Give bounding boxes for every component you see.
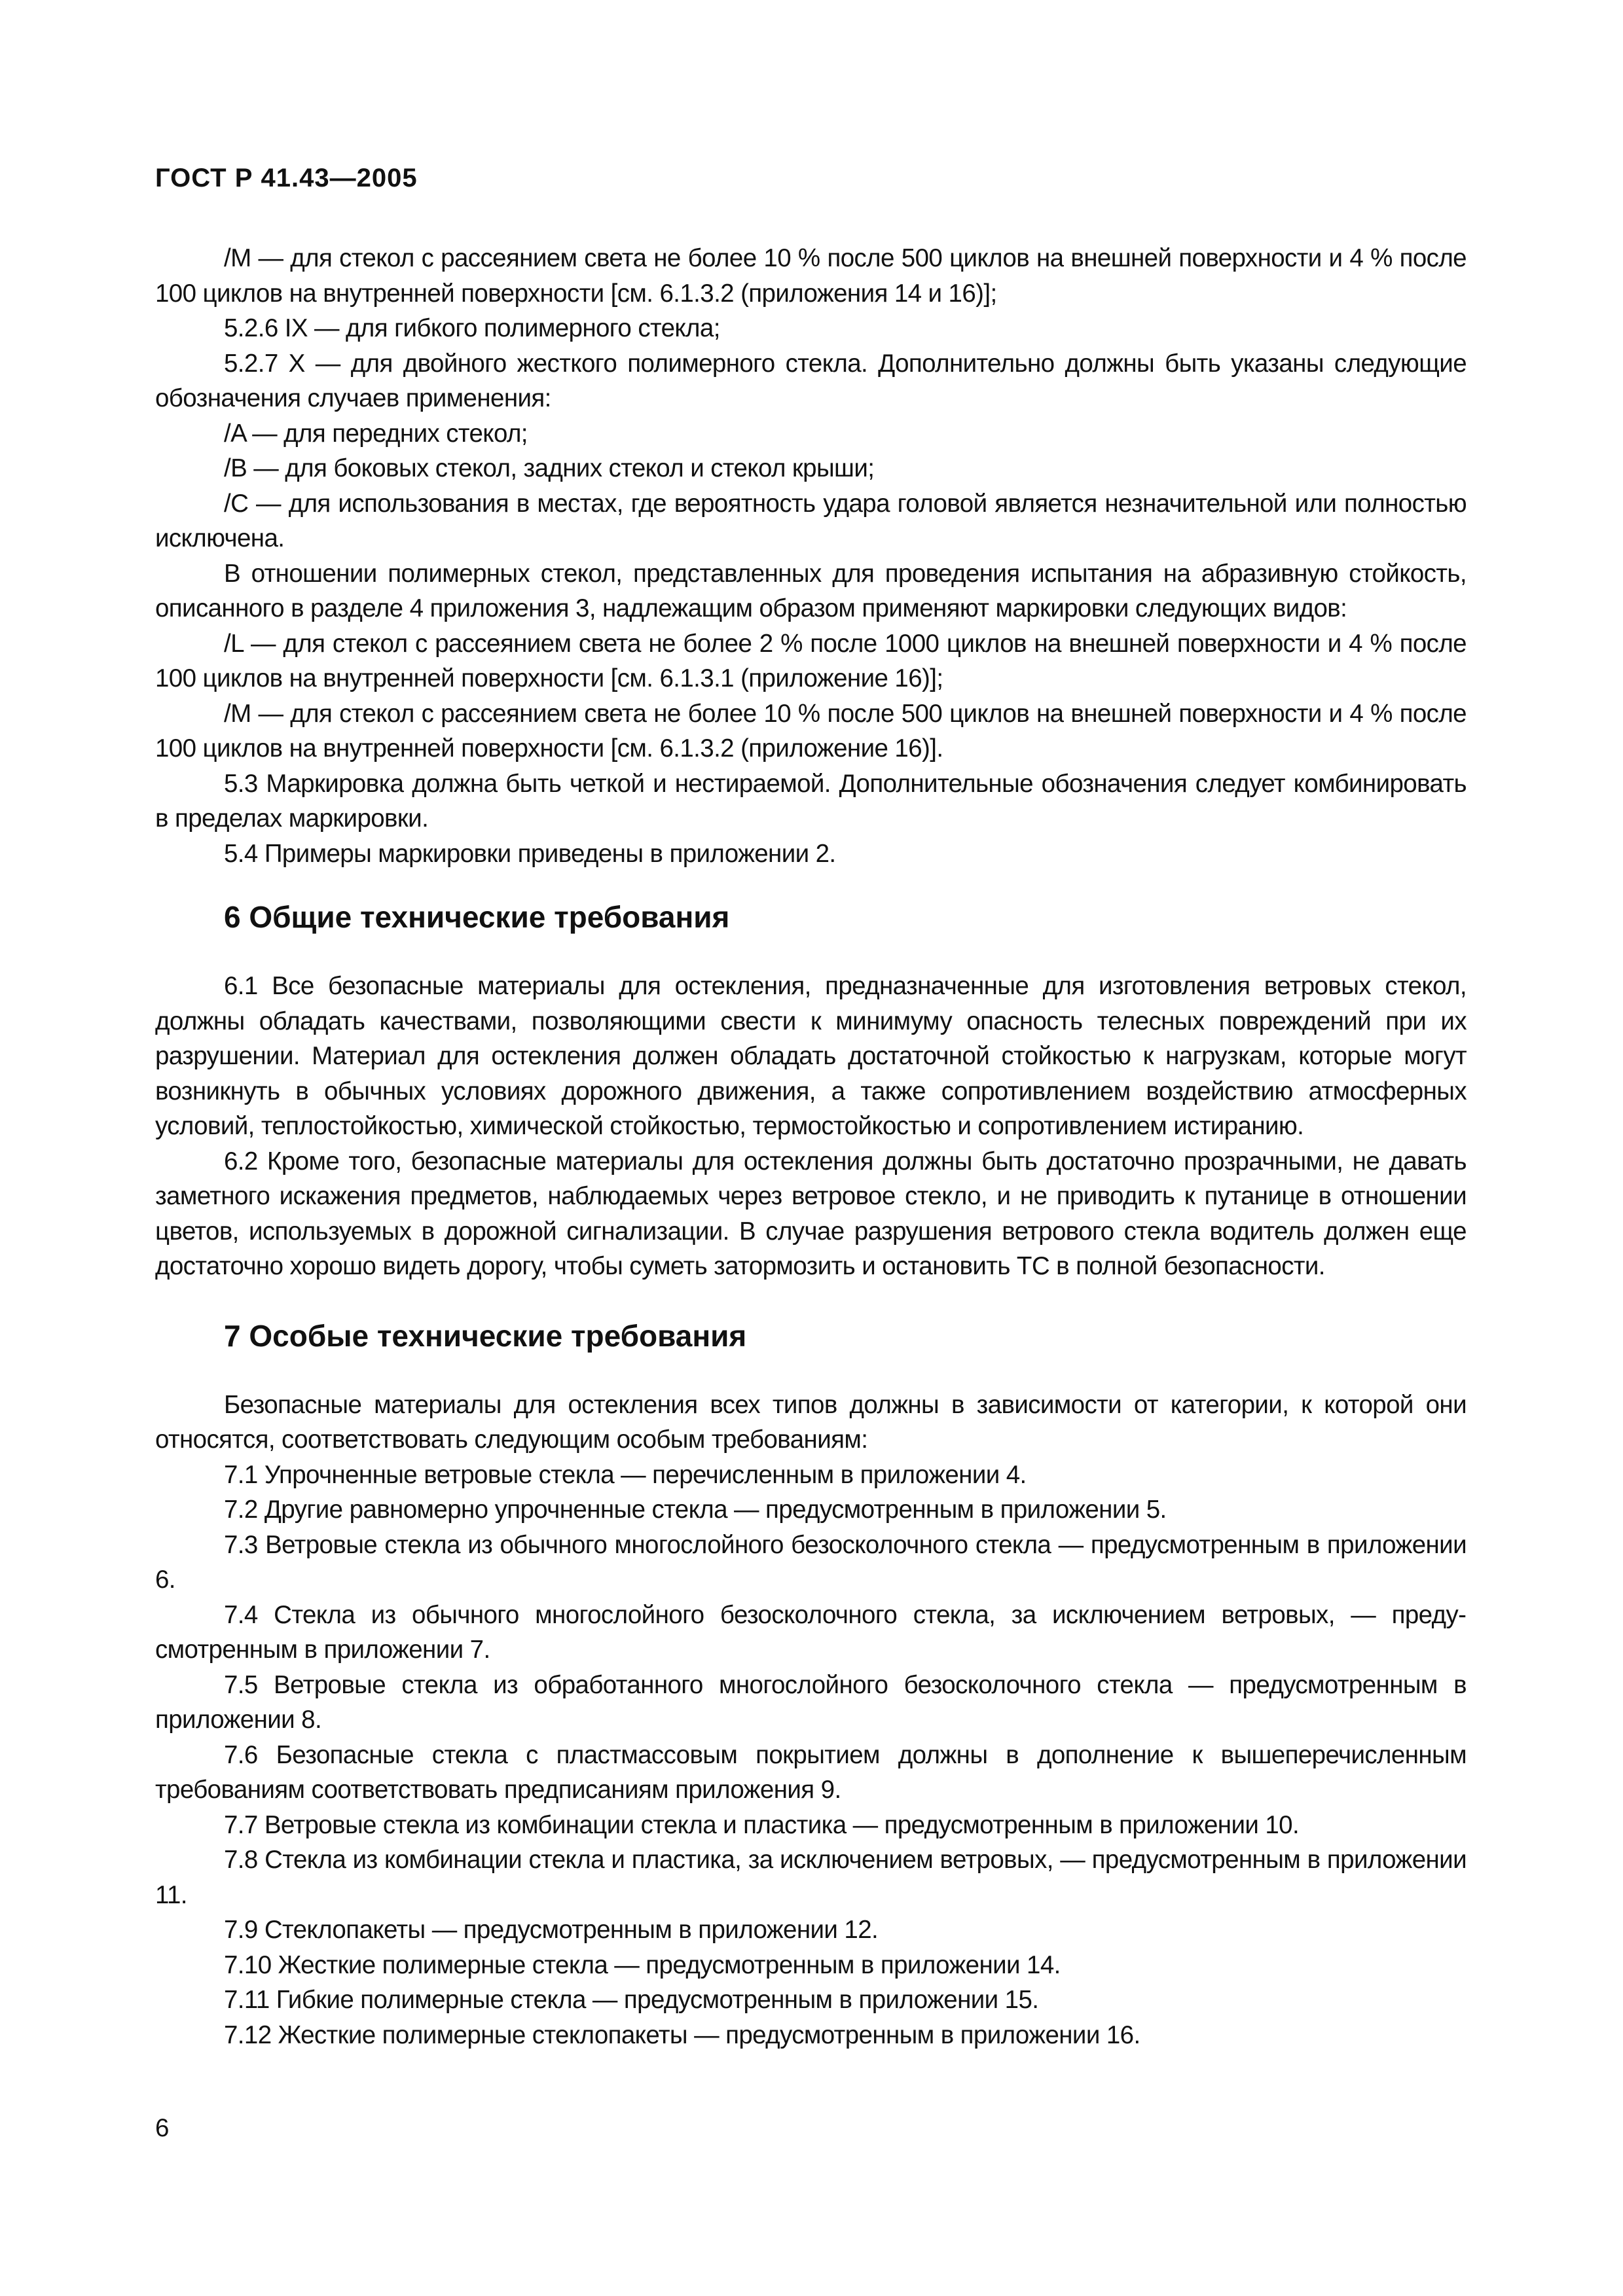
paragraph: 7.5 Ветровые стекла из обработанного многослойного безосколочного стекла — предусмотренным в приложении 8. bbox=[155, 1670, 1467, 1734]
paragraph: /C — для использования в местах, где вероятность удара головой является незначительной или полностью исключена. bbox=[155, 489, 1467, 552]
paragraph: 5.2.6 IX — для гибкого полимерного стекла; bbox=[224, 314, 720, 342]
paragraph: В отношении полимерных стекол, представленных для проведения испытания на абразивную стойкость, описанного в разделе 4 приложения 3, надлежащим образом применяют маркировки следующих видов: bbox=[155, 559, 1467, 622]
paragraph: /A — для передних стекол; bbox=[224, 419, 528, 448]
document-code-header: ГОСТ Р 41.43—2005 bbox=[155, 164, 418, 192]
paragraph: 6.2 Кроме того, безопасные материалы для остекления должны быть достаточно прозрачными, не давать заметного искажения предметов, наблюдаемых через ветровое стекло, и не приводить к путанице в отношении цветов, используемых в дорожной сигнализации. В случае разрушения ветрового стекла водитель должен еще достаточно хорошо видеть дорогу, чтобы суметь затормозить и остановить ТС в полной безопасности. bbox=[155, 1147, 1467, 1280]
paragraph: 7.12 Жесткие полимерные стеклопакеты — предусмотренным в приложении 16. bbox=[224, 2020, 1140, 2049]
paragraph: 7.1 Упрочненные ветровые стекла — перечисленным в приложении 4. bbox=[224, 1460, 1027, 1489]
paragraph: 5.3 Маркировка должна быть четкой и нестираемой. Дополнительные обозначения следует комбинировать в пределах маркировки. bbox=[155, 769, 1467, 833]
paragraph: /L — для стекол с рассеянием света не более 2 % после 1000 циклов на внешней поверхности и 4 % после 100 циклов на внутренней поверхности [см. 6.1.3.1 (приложение 16)]; bbox=[155, 629, 1467, 692]
paragraph: Безопасные материалы для остекления всех типов должны в зависимости от категории, к которой они относятся, соответствовать следующим особым требованиям: bbox=[155, 1390, 1467, 1454]
paragraph: 7.9 Стеклопакеты — предусмотренным в приложении 12. bbox=[224, 1916, 879, 1944]
paragraph: 5.2.7 X — для двойного жесткого полимерного стекла. Дополнительно должны быть указаны следующие обозначения случаев применения: bbox=[155, 349, 1467, 412]
paragraph: 7.3 Ветровые стекла из обычного многослойного безосколочного стекла — предусмотренным в приложении 6. bbox=[155, 1530, 1467, 1594]
paragraph: 6.1 Все безопасные материалы для остекления, предназначенные для изготовления ветровых стекол, должны обладать качествами, позволяющими свести к минимуму опасность телесных повреждений при их разрушении. Материал для остекления должен обладать достаточной стойкостью к нагрузкам, которые могут возникнуть в обычных условиях дорожного движения, а также сопротивлением воздействию атмосферных условий, теплостойкостью, химической стойкостью, термостойкостью и сопротивлением истиранию. bbox=[155, 972, 1467, 1140]
section-heading-6: 6 Общие технические требования bbox=[224, 900, 730, 934]
paragraph: 7.8 Стекла из комбинации стекла и пластика, за исключением ветровых, — предусмотренным в приложении 11. bbox=[155, 1846, 1467, 1909]
document-body bbox=[155, 241, 1467, 2053]
paragraph: 7.4 Стекла из обычного многослойного безосколочного стекла, за исключением ветровых, — предусмотренным в приложении 7. bbox=[155, 1600, 1467, 1664]
paragraph: 7.10 Жесткие полимерные стекла — предусмотренным в приложении 14. bbox=[224, 1950, 1061, 1979]
page-number: 6 bbox=[155, 2114, 170, 2142]
paragraph: /B — для боковых стекол, задних стекол и стекол крыши; bbox=[224, 454, 875, 482]
paragraph: /М — для стекол с рассеянием света не более 10 % после 500 циклов на внешней поверхности и 4 % после 100 циклов на внутренней поверхности [см. 6.1.3.2 (приложения 14 и 16)]; bbox=[155, 244, 1467, 308]
paragraph: /М — для стекол с рассеянием света не более 10 % после 500 циклов на внешней поверхности и 4 % после 100 циклов на внутренней поверхности [см. 6.1.3.2 (приложение 16)]. bbox=[155, 699, 1467, 762]
section-heading-7: 7 Особые технические требования bbox=[224, 1318, 747, 1353]
paragraph: 7.2 Другие равномерно упрочненные стекла — предусмотренным в приложении 5. bbox=[224, 1496, 1167, 1524]
paragraph: 7.11 Гибкие полимерные стекла — предусмотренным в приложении 15. bbox=[224, 1986, 1039, 2014]
paragraph: 7.6 Безопасные стекла с пластмассовым покрытием должны в дополнение к вышеперечисленным требованиям соответствовать предписаниям приложения 9. bbox=[155, 1740, 1467, 1804]
paragraph: 7.7 Ветровые стекла из комбинации стекла и пластика — предусмотренным в приложении 10. bbox=[224, 1810, 1300, 1839]
paragraph: 5.4 Примеры маркировки приведены в приложении 2. bbox=[224, 839, 836, 868]
